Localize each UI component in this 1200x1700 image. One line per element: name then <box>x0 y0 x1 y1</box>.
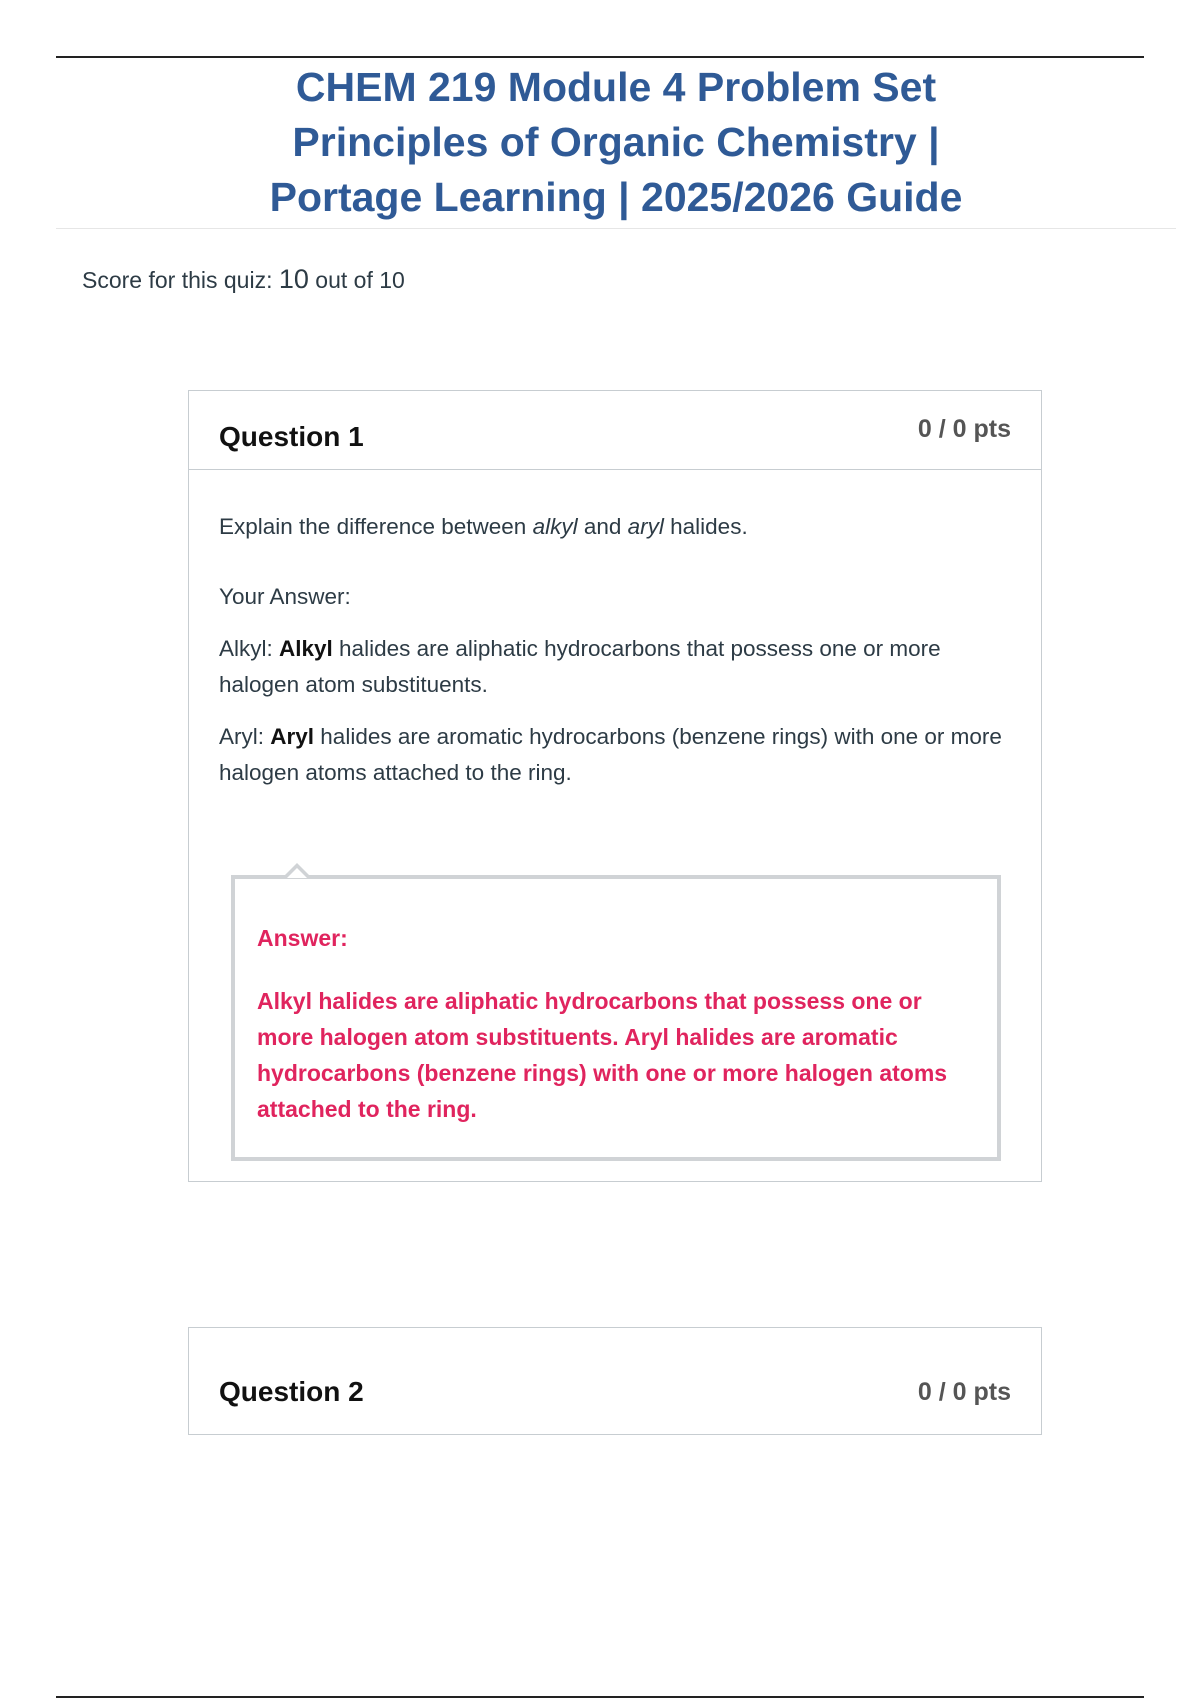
quiz-score-value: 10 <box>278 264 309 294</box>
title-divider <box>56 228 1176 229</box>
answer-term: Aryl <box>270 724 315 749</box>
question-points: 0 / 0 pts <box>917 415 1011 443</box>
question-header <box>189 391 1041 470</box>
correct-answer-box <box>231 875 1001 1161</box>
prompt-text: halides. <box>663 514 748 539</box>
answer-text: halides are aromatic hydrocarbons (benzene rings) with one or more halogen atoms attached to the ring. <box>219 724 1002 785</box>
question-body <box>219 469 1011 791</box>
top-rule <box>56 56 1144 58</box>
document-title-line: Portage Learning | 2025/2026 Guide <box>269 174 963 220</box>
question-title: Question 1 <box>219 421 364 452</box>
your-answer-aryl <box>219 719 1011 791</box>
document-title-line: Principles of Organic Chemistry | <box>292 119 940 165</box>
callout-caret <box>283 863 311 877</box>
quiz-score <box>82 264 405 295</box>
question-prompt <box>219 509 1011 545</box>
document-title <box>100 60 1132 225</box>
document-title-line: CHEM 219 Module 4 Problem Set <box>295 64 937 110</box>
question-header <box>189 1328 1041 1434</box>
question-points: 0 / 0 pts <box>917 1378 1011 1406</box>
bottom-rule <box>56 1696 1144 1698</box>
question-card-1 <box>188 390 1042 1182</box>
answer-text: halides are aliphatic hydrocarbons that possess one or more halogen atom substituents. <box>219 636 941 697</box>
quiz-score-suffix: out of 10 <box>308 267 405 293</box>
quiz-score-prefix: Score for this quiz: <box>82 267 279 293</box>
answer-prefix: Aryl: <box>219 724 271 749</box>
question-title: Question 2 <box>219 1376 364 1407</box>
prompt-term: aryl <box>627 514 664 539</box>
question-card-2 <box>188 1327 1042 1435</box>
answer-term: Alkyl <box>279 636 333 661</box>
prompt-text: Explain the difference between <box>219 514 533 539</box>
correct-answer-label: Answer: <box>257 925 348 951</box>
prompt-text: and <box>577 514 628 539</box>
your-answer-alkyl <box>219 631 1011 703</box>
prompt-term: alkyl <box>532 514 578 539</box>
correct-answer-text: Alkyl halides are aliphatic hydrocarbons that possess one or more halogen atom substituents. Aryl halides are aromatic hydrocarbons (benzene rings) with one or more halogen atoms attached to the ring. <box>257 988 948 1122</box>
answer-prefix: Alkyl: <box>219 636 280 661</box>
your-answer-label: Your Answer: <box>219 584 351 609</box>
